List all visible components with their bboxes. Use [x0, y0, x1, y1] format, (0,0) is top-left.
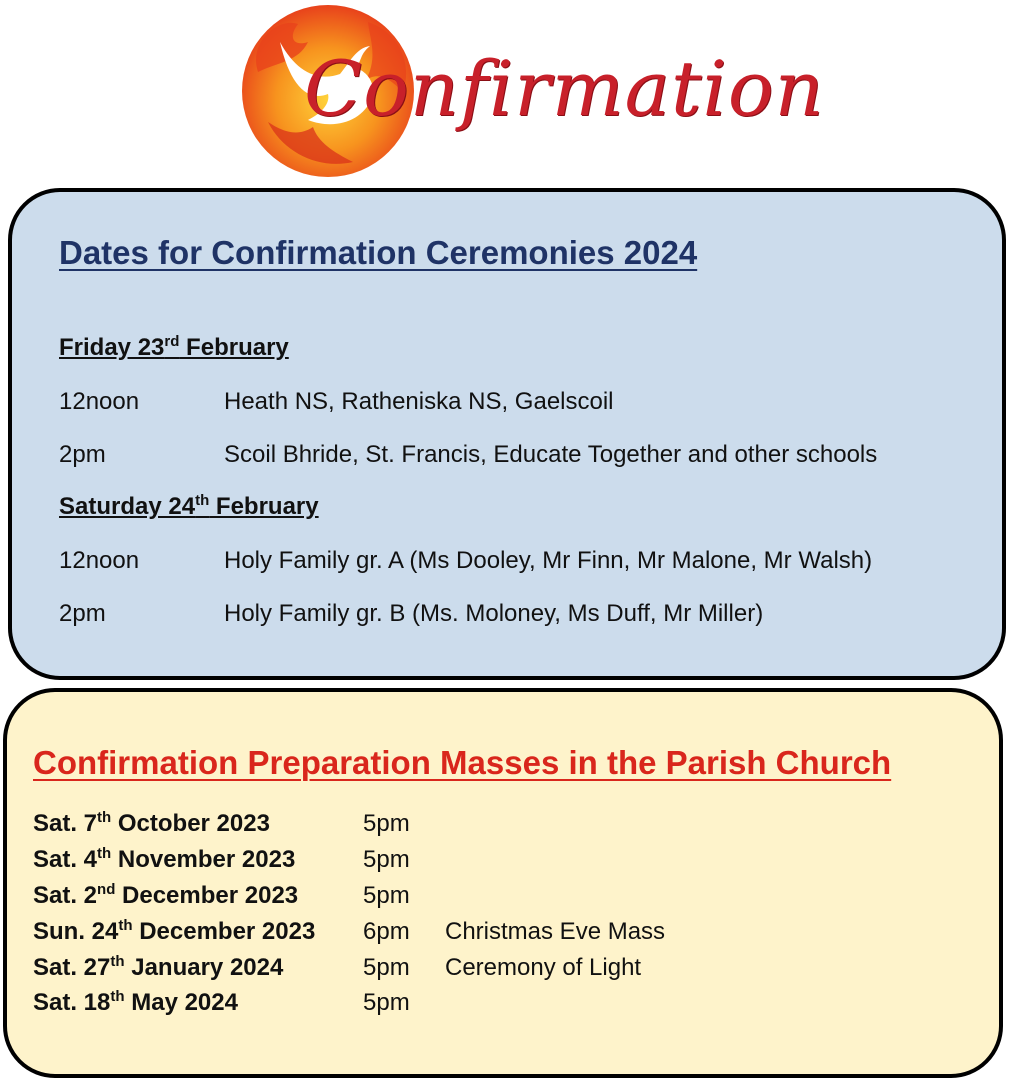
day-heading-saturday: Saturday 24th February	[59, 492, 319, 520]
mass-time: 5pm	[363, 989, 410, 1016]
mass-time: 5pm	[363, 954, 410, 981]
day-heading-friday: Friday 23rd February	[59, 333, 289, 361]
ceremony-time: 2pm	[59, 600, 106, 627]
ceremony-schools: Holy Family gr. B (Ms. Moloney, Ms Duff, Mr Miller)	[224, 600, 764, 627]
ceremony-time: 12noon	[59, 388, 140, 415]
ceremony-schools: Holy Family gr. A (Ms Dooley, Mr Finn, Mr Malone, Mr Walsh)	[224, 547, 873, 574]
ceremony-time: 12noon	[59, 547, 140, 574]
ceremonies-heading: Dates for Confirmation Ceremonies 2024	[59, 234, 698, 271]
mass-date: Sun. 24th December 2023	[33, 917, 316, 945]
mass-note: Christmas Eve Mass	[445, 918, 666, 945]
ceremonies-panel	[8, 188, 1006, 680]
ceremony-time: 2pm	[59, 441, 106, 468]
mass-date: Sat. 7th October 2023	[33, 809, 270, 837]
mass-date: Sat. 27th January 2024	[33, 953, 284, 981]
ceremony-schools: Heath NS, Ratheniska NS, Gaelscoil	[224, 388, 614, 415]
confirmation-logo	[238, 2, 825, 180]
mass-date: Sat. 4th November 2023	[33, 845, 296, 873]
mass-time: 5pm	[363, 810, 410, 837]
masses-panel	[3, 688, 1003, 1078]
mass-note: Ceremony of Light	[445, 954, 642, 981]
mass-time: 6pm	[363, 918, 410, 945]
masses-heading: Confirmation Preparation Masses in the Parish Church	[33, 744, 892, 781]
logo-title: Confirmation	[304, 44, 825, 133]
mass-date: Sat. 2nd December 2023	[33, 881, 299, 909]
mass-time: 5pm	[363, 882, 410, 909]
mass-time: 5pm	[363, 846, 410, 873]
ceremony-schools: Scoil Bhride, St. Francis, Educate Together and other schools	[224, 441, 878, 468]
mass-date: Sat. 18th May 2024	[33, 988, 238, 1016]
